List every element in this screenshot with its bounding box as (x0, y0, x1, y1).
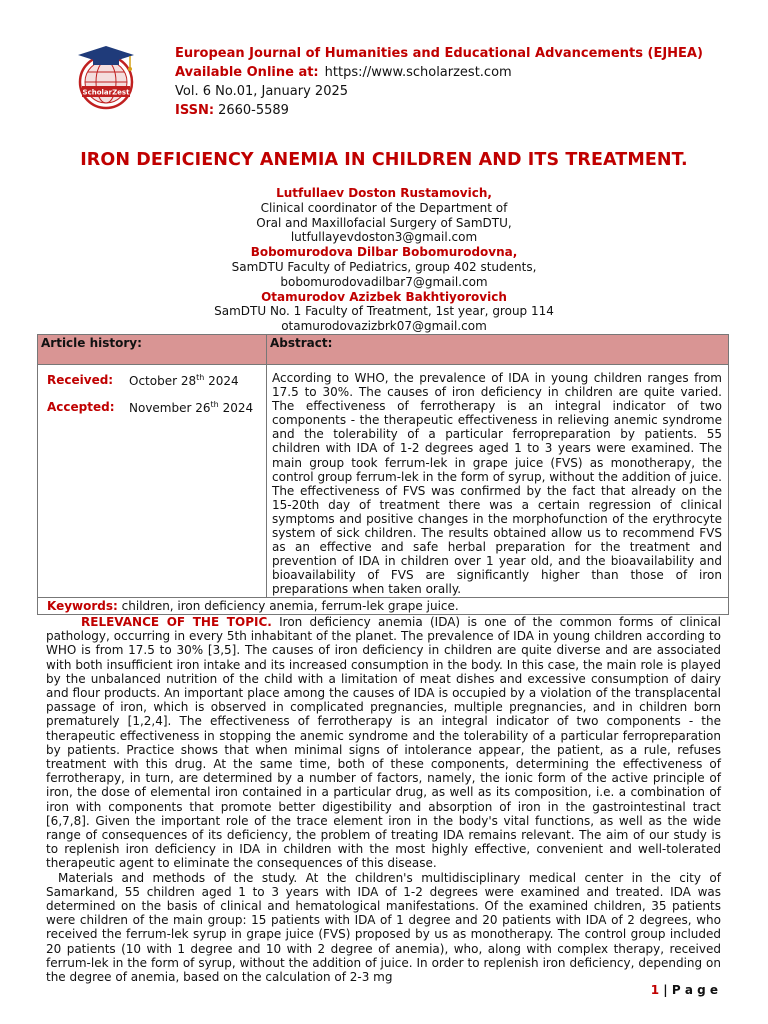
page-label: | P a g e (663, 983, 718, 997)
author-affiliation: Clinical coordinator of the Department of (260, 200, 508, 215)
received-row (47, 373, 266, 388)
keywords-row (38, 597, 729, 614)
abstract-header: Abstract: (267, 335, 729, 365)
relevance-text: Iron deficiency anemia (IDA) is one of the common forms of clinical pathology, occurring in every 5th inhabitant of the planet. The prevalence of IDA in young children according to WHO is from 17.5 to 30% [3,5]. The causes of iron deficiency in children are quite diverse and are associated with both insufficient iron intake and its increased consumption in the body. In this case, the main role is played by the unbalanced nutrition of the child with a limitation of meat dishes and excessive consumption of dairy and flour products. An important place among the causes of IDA is occupied by a violation of the transplacental passage of iron, which is observed in complicated pregnancies, multiple pregnancies, and in children born prematurely [1,2,4]. The effectiveness of ferrotherapy is an integral indicator of two components - the therapeutic effectiveness in stopping the anemic syndrome and the tolerability of a particular ferropreparation by patients. Practice shows that when minimal signs of intolerance appear, the patient, as a rule, refuses treatment with this drug. At the same time, both of these components, determining the effectiveness of ferrotherapy, in turn, are determined by a number of factors, namely, the ionic form of the active principle of iron, the dose of elemental iron contained in a particular drug, as well as its composition, i.e. a combination of iron with components that promote better digestibility and absorption of iron in the gastrointestinal tract [6,7,8]. Given the important role of the trace element iron in the body's vital functions, as well as the wide range of consequences of its deficiency, the problem of treating IDA remains relevant. The aim of our study is to replenish iron deficiency in IDA in children with the most highly effective, convenient and well-tolerated therapeutic agent to eliminate the consequences of this disease. (46, 615, 721, 871)
author-email[interactable]: bobomurodovadilbar7@gmail.com (280, 274, 488, 289)
accepted-row (47, 400, 266, 415)
journal-logo (66, 42, 146, 110)
received-label: Received: (47, 373, 114, 387)
accepted-label: Accepted: (47, 400, 115, 414)
author-name: Otamurodov Azizbek Bakhtiyorovich (261, 289, 507, 304)
relevance-heading: RELEVANCE OF THE TOPIC. (81, 615, 272, 629)
author-email[interactable]: lutfullayevdoston3@gmail.com (290, 230, 478, 245)
logo-text: ScholarZest (82, 88, 130, 97)
issn-label: ISSN: (175, 103, 215, 118)
article-info-table (37, 334, 729, 615)
article-history-header: Article history: (38, 335, 267, 365)
available-label: Available Online at: (175, 65, 319, 80)
issn-line (175, 101, 703, 120)
volume-info: Vol. 6 No.01, January 2025 (175, 84, 349, 99)
abstract-cell (267, 365, 729, 598)
issn-value: 2660-5589 (218, 103, 289, 118)
author-email[interactable]: otamurodovazizbrk07@gmail.com (281, 319, 487, 334)
author-block (0, 186, 768, 334)
availability-line (175, 63, 703, 82)
keywords-text: children, iron deficiency anemia, ferrum-lek grape juice. (121, 598, 459, 613)
journal-header (175, 44, 703, 120)
page-footer (651, 983, 718, 997)
received-date: October 28th 2024 (129, 373, 239, 388)
author-name: Lutfullaev Doston Rustamovich, (276, 186, 492, 200)
methods-paragraph: Materials and methods of the study. At the children's multidisciplinary medical center in the city of Samarkand, 55 children aged 1 to 3 years with IDA of 1-2 degrees were examined and treated. IDA was determined on the basis of clinical and hematological manifestations. Of the examined children, 35 patients were children of the main group: 15 patients with IDA of 1 degree and 20 patients with IDA of 2 degrees, who received the ferrum-lek syrup in grape juice (FVS) proposed by us as monotherapy. The control group included 20 patients (10 with 1 degree and 10 with 2 degree of anemia), who, along with complex therapy, received ferrum-lek in the form of syrup, without the addition of juice. In order to replenish iron deficiency, depending on the degree of anemia, based on the calculation of 2-3 mg (46, 870, 721, 985)
page-number: 1 (650, 983, 660, 997)
accepted-date: November 26th 2024 (129, 400, 254, 415)
author-affiliation: Oral and Maxillofacial Surgery of SamDTU, (256, 215, 512, 230)
author-affiliation: SamDTU No. 1 Faculty of Treatment, 1st year, group 114 (214, 304, 554, 319)
abstract-text: According to WHO, the prevalence of IDA in young children ranges from 17.5 to 30%. The causes of iron deficiency in children are quite varied. The effectiveness of ferrotherapy is an integral indicator of two components - the therapeutic effectiveness in relieving anemic syndrome and the tolerability of a particular ferropreparation by patients. 55 children with IDA of 1-2 degrees aged 1 to 3 years were examined. The main group took ferrum-lek in grape juice (FVS) as monotherapy, the control group ferrum-lek in the form of syrup, without the addition of juice. The effectiveness of FVS was confirmed by the fact that already on the 15-20th day of treatment there was a certain regression of clinical symptoms and positive changes in the morphofunction of the erythrocyte system of sick children. The results obtained allow us to recommend FVS as an effective and safe herbal preparation for the treatment and prevention of IDA in children over 1 year old, and the bioavailability and bioavailability of FVS are significantly higher than those of iron preparations when taken orally. (272, 371, 722, 597)
author-name: Bobomurodova Dilbar Bobomurodovna, (250, 245, 518, 260)
journal-url[interactable]: https://www.scholarzest.com (324, 65, 512, 80)
journal-name: European Journal of Humanities and Educational Advancements (EJHEA) (175, 46, 703, 61)
relevance-paragraph (46, 615, 721, 871)
keywords-label: Keywords: (47, 598, 118, 613)
article-body (46, 615, 721, 984)
article-title: IRON DEFICIENCY ANEMIA IN CHILDREN AND ITS TREATMENT. (80, 150, 688, 170)
article-history-cell (38, 365, 267, 598)
author-affiliation: SamDTU Faculty of Pediatrics, group 402 students, (231, 259, 537, 274)
